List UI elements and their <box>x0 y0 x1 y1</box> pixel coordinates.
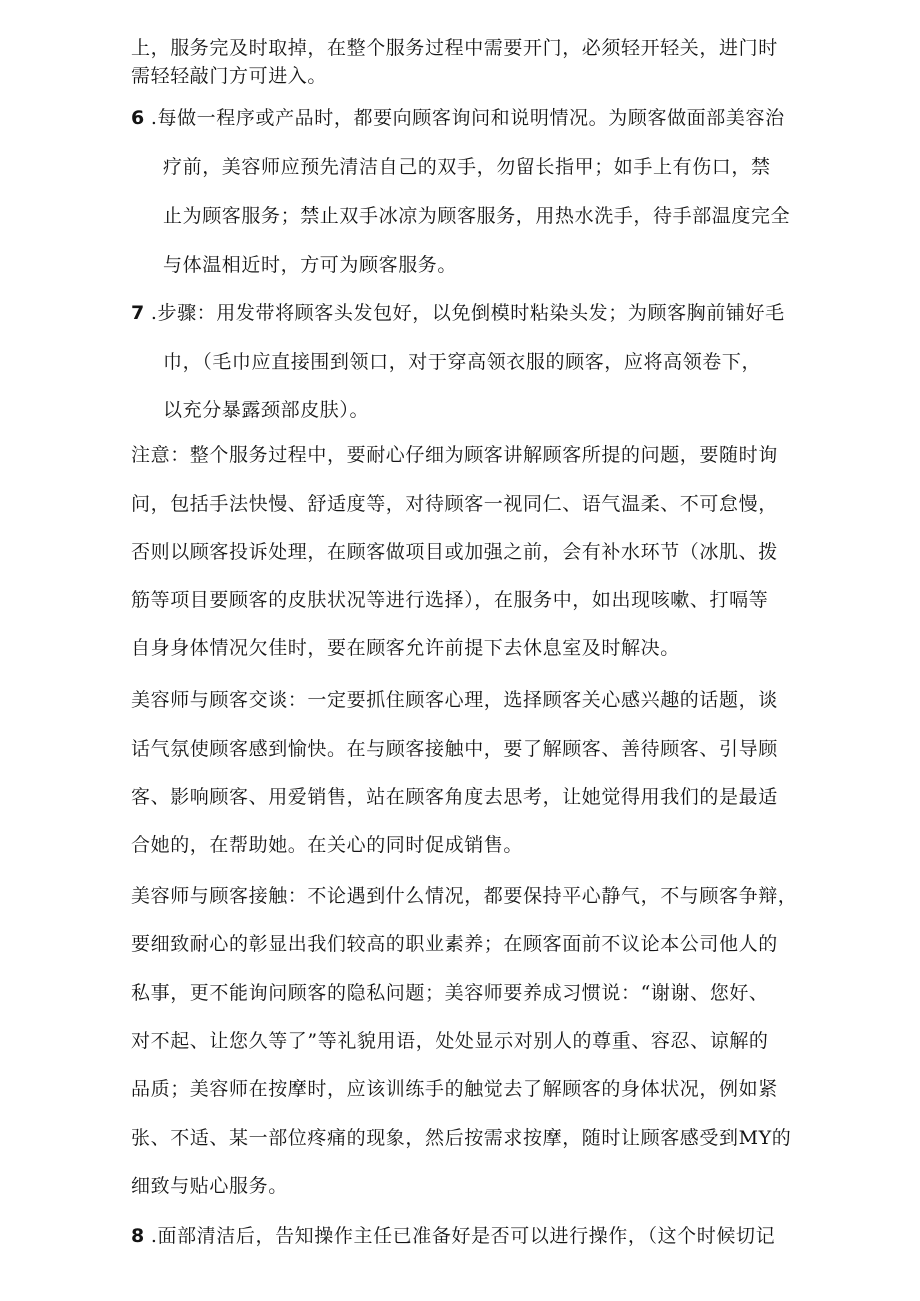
text-line: 品质；美容师在按摩时，应该训练手的触觉去了解顾客的身体状况，例如紧 <box>131 1078 778 1100</box>
text-line: 私事，更不能询问顾客的隐私问题；美容师要养成习惯说：“谢谢、您好、 <box>131 982 769 1004</box>
text-line: 问，包括手法快慢、舒适度等，对待顾客一视同仁、语气温柔、不可怠慢， <box>131 493 778 515</box>
text-line: 话气氛使顾客感到愉快。在与顾客接触中，要了解顾客、善待顾客、引导顾 <box>131 738 778 760</box>
item-number: 8 <box>131 1225 145 1247</box>
text-line: 细致与贴心服务。 <box>131 1175 288 1197</box>
text-line: 以充分暴露颈部皮肤）。 <box>163 399 370 421</box>
item-number: 7 <box>131 302 145 324</box>
text-line: 美容师与顾客接触：不论遇到什么情况，都要保持平心静气，不与顾客争辩， <box>131 885 798 907</box>
text-line: 客、影响顾客、用爱销售，站在顾客角度去思考，让她觉得用我们的是最适 <box>131 786 778 808</box>
text-line: 止为顾客服务；禁止双手冰凉为顾客服务，用热水洗手，待手部温度完全 <box>163 205 791 227</box>
text-line: 合她的，在帮助她。在关心的同时促成销售。 <box>131 834 524 856</box>
text-line: 巾，（毛巾应直接围到领口，对于穿高领衣服的顾客，应将高领卷下， <box>163 351 762 373</box>
numbered-item-6: 6 .每做一程序或产品时，都要向顾客询问和说明情况。为顾客做面部美容治 <box>131 107 785 129</box>
text-line: 美容师与顾客交谈：一定要抓住顾客心理，选择顾客关心感兴趣的话题，谈 <box>131 689 778 711</box>
numbered-item-8: 8 .面部清洁后，告知操作主任已准备好是否可以进行操作，（这个时候切记 <box>131 1225 776 1247</box>
text-line: 否则以顾客投诉处理，在顾客做项目或加强之前，会有补水环节（冰肌、拨 <box>131 541 778 563</box>
item-number: 6 <box>131 107 145 129</box>
text-line: 要细致耐心的彰显出我们较高的职业素养；在顾客面前不议论本公司他人的 <box>131 933 778 955</box>
text-line: 对不起、让您久等了”等礼貌用语，处处显示对别人的尊重、容忍、谅解的 <box>131 1030 769 1052</box>
text-line: 自身身体情况欠佳时，要在顾客允许前提下去休息室及时解决。 <box>131 637 680 659</box>
text-line: 上，服务完及时取掉，在整个服务过程中需要开门，必须轻开轻关，进门时 <box>131 37 778 59</box>
numbered-item-7: 7 .步骤：用发带将顾客头发包好，以免倒模时粘染头发；为顾客胸前铺好毛 <box>131 302 785 324</box>
text-line: 疗前，美容师应预先清洁自己的双手，勿留长指甲；如手上有伤口，禁 <box>163 156 771 178</box>
text-line: 需轻轻敲门方可进入。 <box>131 65 328 87</box>
text-line: 张、不适、某一部位疼痛的现象，然后按需求按摩，随时让顾客感受到MY的 <box>131 1127 792 1149</box>
text-line: 与体温相近时，方可为顾客服务。 <box>163 254 458 276</box>
text-line: 注意：整个服务过程中，要耐心仔细为顾客讲解顾客所提的问题，要随时询 <box>131 444 778 466</box>
text-line: 筋等项目要顾客的皮肤状况等进行选择），在服务中，如出现咳嗽、打嗝等 <box>131 589 769 611</box>
